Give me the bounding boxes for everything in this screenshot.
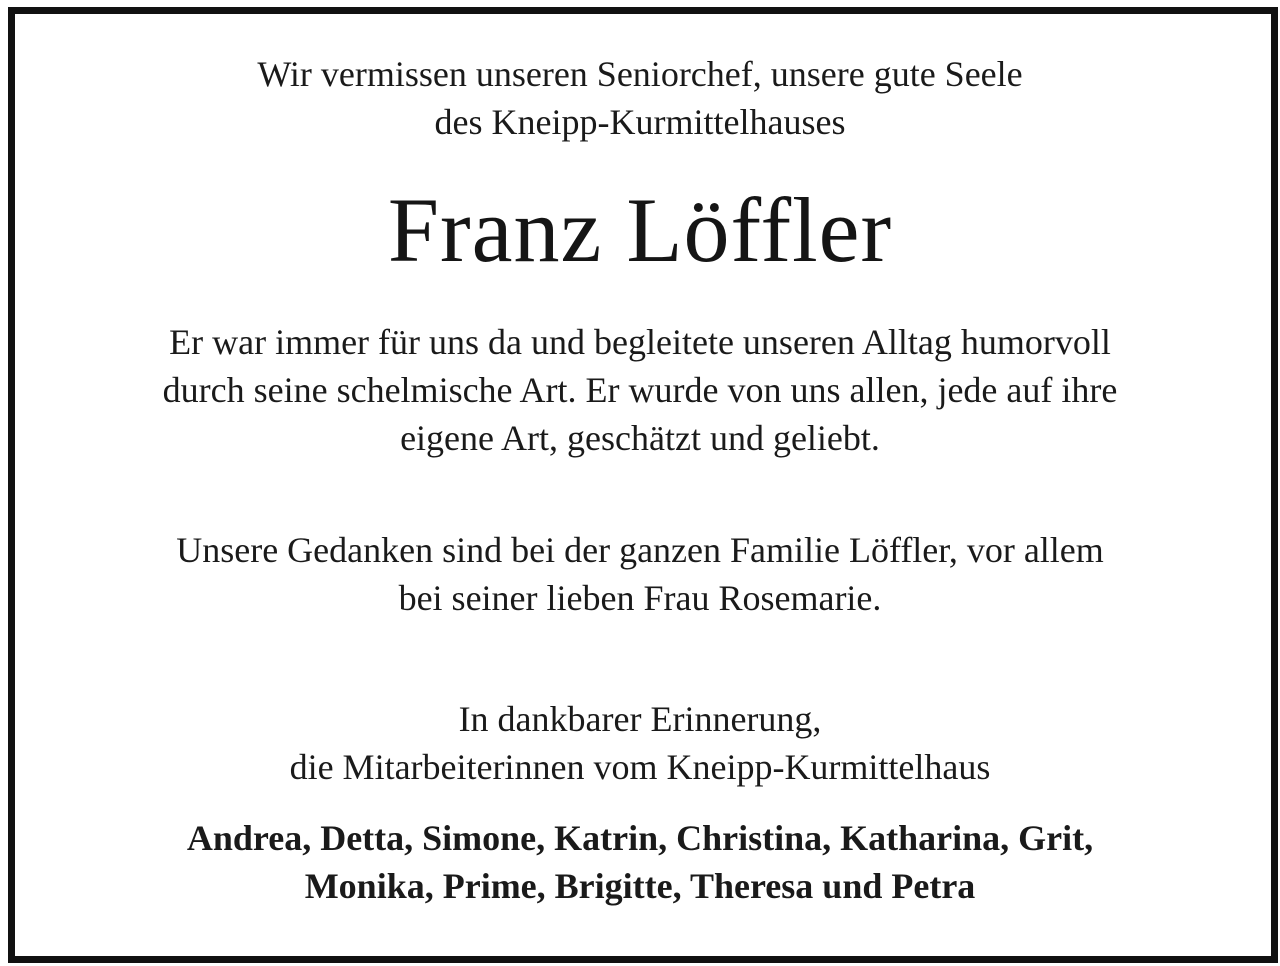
condolence-line-2: bei seiner lieben Frau Rosemarie. [398, 578, 882, 618]
tribute-line-3: eigene Art, geschätzt und geliebt. [400, 418, 880, 458]
tribute-line-1: Er war immer für uns da und begleitete unseren Alltag humorvoll [169, 322, 1111, 362]
tribute-line-2: durch seine schelmische Art. Er wurde von uns allen, jede auf ihre [162, 370, 1118, 410]
closing-line-1: In dankbarer Erinnerung, [458, 699, 822, 739]
condolence-line-1: Unsere Gedanken sind bei der ganzen Familie Löffler, vor allem [176, 530, 1104, 570]
intro-line-2: des Kneipp-Kurmittelhauses [434, 102, 846, 142]
deceased-name: Franz Löffler [387, 179, 893, 281]
intro-line-1: Wir vermissen unseren Seniorchef, unsere gute Seele [257, 54, 1023, 94]
closing-line-2: die Mitarbeiterinnen vom Kneipp-Kurmittelhaus [289, 747, 991, 787]
signers-line-2: Monika, Prime, Brigitte, Theresa und Petra [304, 866, 976, 906]
signers-line-1: Andrea, Detta, Simone, Katrin, Christina, Katharina, Grit, [186, 818, 1094, 858]
